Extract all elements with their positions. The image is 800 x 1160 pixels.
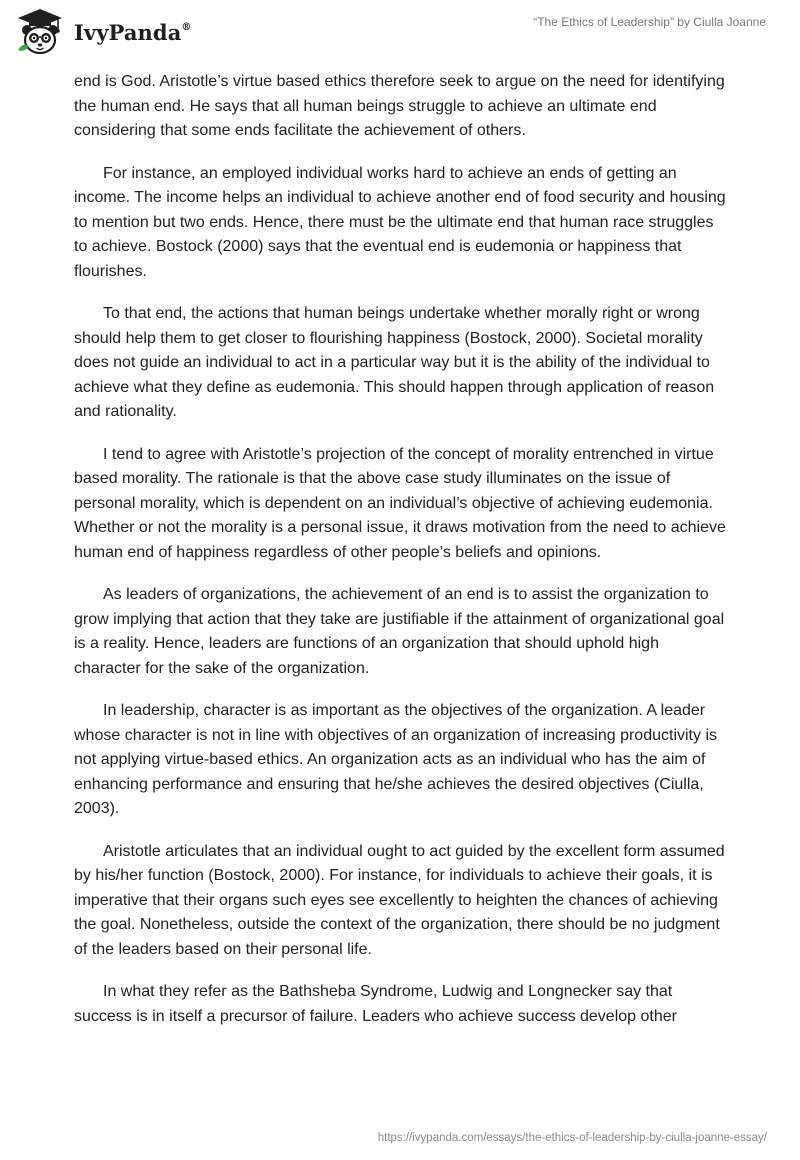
page-header xyxy=(0,0,800,64)
essay-paragraph: As leaders of organizations, the achievement of an end is to assist the organization to grow implying that action that they take are justifiable if the attainment of organizational goal is a reality. Hence, leaders are functions of an organization that should uphold high character for the sake of the organization. xyxy=(74,586,725,677)
essay-paragraph: end is God. Aristotle’s virtue based ethics therefore seek to argue on the need for identifying the human end. He says that all human beings struggle to achieve an ultimate end considering that some ends facilitate the achievement of others. xyxy=(74,73,725,139)
essay-paragraph: I tend to agree with Aristotle’s projection of the concept of morality entrenched in virtue based morality. The rationale is that the above case study illuminates on the issue of personal morality, which is dependent on an individual’s objective of achieving eudemonia. Whether or not the morality is a personal issue, it draws motivation from the need to achieve human end of happiness regardless of other people’s beliefs and opinions. xyxy=(74,445,726,561)
document-title: “The Ethics of Leadership” by Ciulla Joanne xyxy=(533,15,766,29)
essay-paragraph: In what they refer as the Bathsheba Syndrome, Ludwig and Longnecker say that success is in itself a precursor of failure. Leaders who achieve success develop other xyxy=(74,983,677,1025)
panda-graduate-icon xyxy=(14,6,66,58)
essay-paragraph: In leadership, character is as important as the objectives of the organization. A leader whose character is not in line with objectives of an organization of increasing productivity is not applying virtue-based ethics. An organization acts as an individual who has the aim of enhancing performance and ensuring that he/she achieves the desired objectives (Ciulla, 2003). xyxy=(74,702,717,817)
essay-body xyxy=(74,70,726,1047)
brand-name[interactable]: IvyPanda® xyxy=(74,20,192,45)
essay-paragraph: For instance, an employed individual works hard to achieve an ends of getting an income. The income helps an individual to achieve another end of food security and housing to mention but two ends. Hence, there must be the ultimate end that human race struggles to achieve. Bostock (2000) says that the eventual end is eudemonia or happiness that flourishes. xyxy=(74,164,726,280)
essay-paragraph: Aristotle articulates that an individual ought to act guided by the excellent form assumed by his/her function (Bostock, 2000). For instance, for individuals to achieve their goals, it is imperative that their organs such eyes see excellently to heighten the chances of achieving the goal. Nonetheless, outside the context of the organization, there should be no judgment of the leaders based on their personal life. xyxy=(74,842,725,958)
essay-paragraph: To that end, the actions that human beings undertake whether morally right or wrong should help them to get closer to flourishing happiness (Bostock, 2000). Societal morality does not guide an individual to act in a particular way but it is the ability of the individual to achieve what they define as eudemonia. This should happen through application of reason and rationality. xyxy=(74,305,715,420)
registered-mark: ® xyxy=(181,22,192,33)
source-url-link[interactable]: https://ivypanda.com/essays/the-ethics-of-leadership-by-ciulla-joanne-essay/ xyxy=(377,1132,767,1144)
